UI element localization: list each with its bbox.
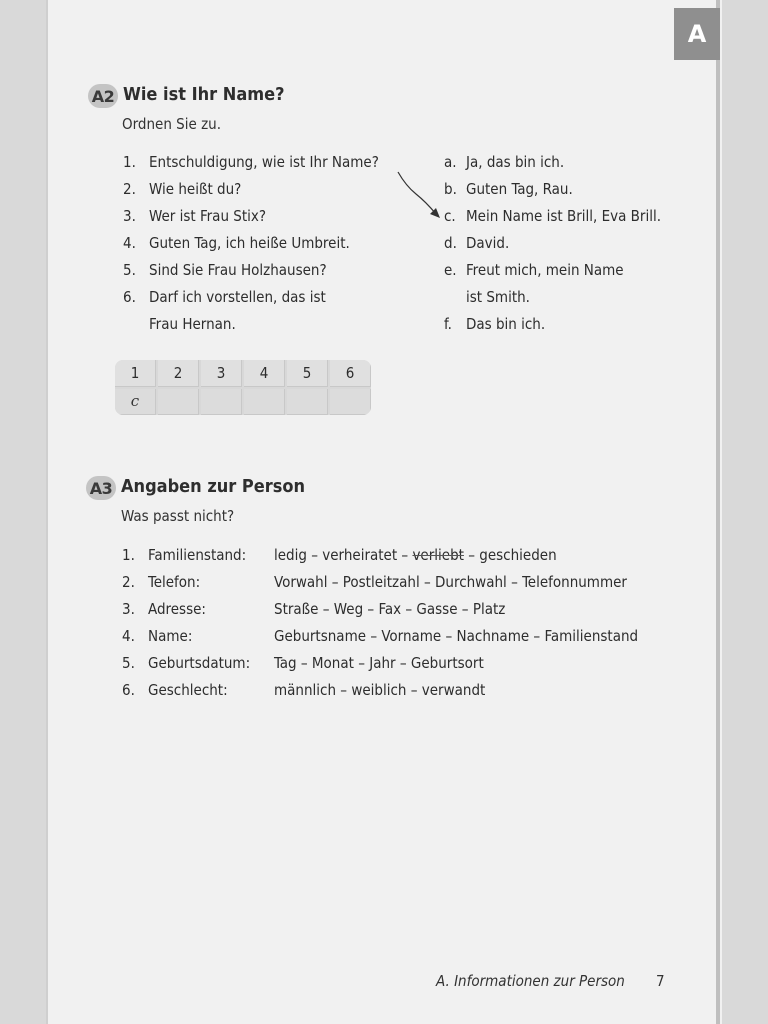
category-row: 6. Geschlecht: männlich – weiblich – verwandt [122, 681, 486, 699]
answer-item: a. Ja, das bin ich. [444, 153, 565, 171]
grid-answer-cell[interactable] [158, 389, 199, 416]
answer-item: d. David. [444, 234, 510, 252]
category-row: 3. Adresse: Straße – Weg – Fax – Gasse – Platz [122, 600, 506, 618]
question-item: 5. Sind Sie Frau Holzhausen? [123, 261, 327, 279]
question-item: 2. Wie heißt du? [123, 180, 242, 198]
category-row: 4. Name: Geburtsname – Vorname – Nachname – Familienstand [122, 627, 639, 645]
grid-answer-cell[interactable]: c [115, 389, 156, 416]
section-tab-marker: A [674, 8, 720, 60]
question-item-continued: Frau Hernan. [149, 315, 236, 333]
exercise-title-a2: Wie ist Ihr Name? [123, 84, 285, 105]
question-item: 3. Wer ist Frau Stix? [123, 207, 267, 225]
category-row: 1. Familienstand: ledig – verheiratet – verliebt – geschieden [122, 546, 557, 564]
grid-number-cell: 2 [158, 360, 199, 387]
answer-item: f. Das bin ich. [444, 315, 546, 333]
question-item: 1. Entschuldigung, wie ist Ihr Name? [123, 153, 379, 171]
grid-answer-cell[interactable] [201, 389, 242, 416]
grid-answer-cell[interactable] [287, 389, 328, 416]
exercise-instruction-a3: Was passt nicht? [121, 507, 235, 525]
question-item: 6. Darf ich vorstellen, das ist [123, 288, 326, 306]
answer-item: e. Freut mich, mein Name [444, 261, 624, 279]
answer-item-continued: ist Smith. [466, 288, 530, 306]
answer-item: b. Guten Tag, Rau. [444, 180, 573, 198]
grid-number-cell: 6 [330, 360, 371, 387]
grid-answer-cell[interactable] [330, 389, 371, 416]
grid-number-cell: 5 [287, 360, 328, 387]
matching-arrow [396, 168, 446, 224]
grid-number-cell: 1 [115, 360, 156, 387]
answer-grid [115, 360, 371, 415]
category-row: 2. Telefon: Vorwahl – Postleitzahl – Durchwahl – Telefonnummer [122, 573, 627, 591]
grid-answer-cell[interactable] [244, 389, 285, 416]
grid-number-cell: 4 [244, 360, 285, 387]
category-row: 5. Geburtsdatum: Tag – Monat – Jahr – Geburtsort [122, 654, 484, 672]
exercise-badge-a2: A2 [88, 84, 118, 108]
footer-section-title: A. Informationen zur Person [436, 972, 625, 990]
question-item: 4. Guten Tag, ich heiße Umbreit. [123, 234, 350, 252]
answer-item: c. Mein Name ist Brill, Eva Brill. [444, 207, 662, 225]
exercise-badge-a3: A3 [86, 476, 116, 500]
crossed-out-word: verliebt [412, 546, 464, 564]
exercise-instruction-a2: Ordnen Sie zu. [122, 115, 222, 133]
page-number: 7 [656, 972, 665, 990]
grid-number-cell: 3 [201, 360, 242, 387]
page-edge [716, 0, 720, 1024]
exercise-title-a3: Angaben zur Person [121, 476, 306, 497]
